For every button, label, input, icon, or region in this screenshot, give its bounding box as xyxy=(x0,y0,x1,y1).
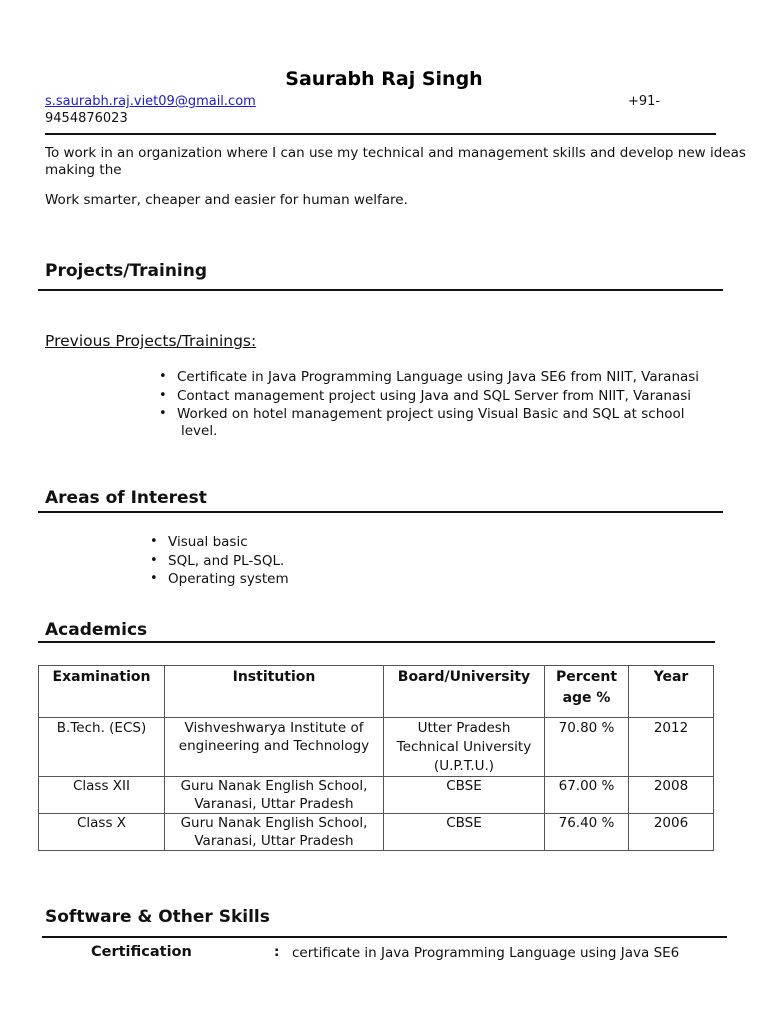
candidate-name: Saurabh Raj Singh xyxy=(285,68,483,90)
academics-heading: Academics xyxy=(45,620,148,640)
institution-line: Varanasi, Uttar Pradesh xyxy=(194,796,354,812)
board-line: Technical University xyxy=(396,739,532,755)
year-cell: 2012 xyxy=(629,718,714,777)
year-cell: 2008 xyxy=(629,777,714,814)
board-line: Utter Pradesh xyxy=(417,720,511,736)
table-row xyxy=(39,814,714,851)
list-item-continuation: level. xyxy=(181,423,218,439)
institution-cell xyxy=(165,814,384,851)
list-item: • Contact management project using Java and SQL Server from NIIT, Varanasi xyxy=(155,387,699,406)
column-header: Institution xyxy=(165,666,384,718)
column-header xyxy=(545,666,629,718)
board-cell: CBSE xyxy=(384,814,545,851)
interests-divider xyxy=(38,511,723,513)
previous-projects-subheading: Previous Projects/Trainings: xyxy=(45,332,257,350)
institution-line: Guru Nanak English School, xyxy=(180,815,368,831)
institution-cell xyxy=(165,718,384,777)
percent-cell: 67.00 % xyxy=(545,777,629,814)
percent-cell: 76.40 % xyxy=(545,814,629,851)
academics-divider xyxy=(38,641,715,643)
objective-line-3: Work smarter, cheaper and easier for human welfare. xyxy=(45,192,408,208)
projects-heading: Projects/Training xyxy=(45,261,208,281)
skills-divider xyxy=(42,936,727,938)
table-header-row xyxy=(39,666,714,718)
board-cell xyxy=(384,718,545,777)
column-header-line: Percent xyxy=(555,669,618,685)
board-cell: CBSE xyxy=(384,777,545,814)
list-item: • Certificate in Java Programming Language using Java SE6 from NIIT, Varanasi xyxy=(155,368,699,387)
institution-line: Guru Nanak English School, xyxy=(180,778,368,794)
interests-heading: Areas of Interest xyxy=(45,488,207,508)
projects-divider xyxy=(38,289,723,291)
column-header-line: age % xyxy=(562,690,611,706)
certification-label: Certification xyxy=(91,944,192,960)
table-row xyxy=(39,777,714,814)
institution-cell xyxy=(165,777,384,814)
board-line: (U.P.T.U.) xyxy=(433,758,495,774)
skills-heading: Software & Other Skills xyxy=(45,907,270,927)
list-item: • Operating system xyxy=(146,570,289,589)
year-cell: 2006 xyxy=(629,814,714,851)
list-item: • SQL, and PL-SQL. xyxy=(146,552,289,571)
certification-value: certificate in Java Programming Language using Java SE6 xyxy=(292,945,680,961)
column-header: Board/University xyxy=(384,666,545,718)
institution-line: Vishveshwarya Institute of xyxy=(184,720,364,736)
exam-cell: Class X xyxy=(39,814,165,851)
percent-cell: 70.80 % xyxy=(545,718,629,777)
exam-cell: B.Tech. (ECS) xyxy=(39,718,165,777)
column-header: Year xyxy=(629,666,714,718)
institution-line: Varanasi, Uttar Pradesh xyxy=(194,833,354,849)
projects-list xyxy=(155,368,699,424)
institution-line: engineering and Technology xyxy=(178,738,370,754)
phone-number-prefix: +91- xyxy=(628,94,661,109)
objective-line-2: making the xyxy=(45,162,122,178)
academics-table xyxy=(38,665,714,851)
exam-cell: Class XII xyxy=(39,777,165,814)
table-row xyxy=(39,718,714,777)
certification-colon: : xyxy=(274,944,280,960)
phone-number: 9454876023 xyxy=(45,111,128,126)
list-item: • Visual basic xyxy=(146,533,289,552)
column-header: Examination xyxy=(39,666,165,718)
header-divider xyxy=(45,133,716,135)
objective-line-1: To work in an organization where I can use my technical and management skills and develop new ideas xyxy=(45,145,746,161)
email-link[interactable]: s.saurabh.raj.viet09@gmail.com xyxy=(45,94,256,109)
list-item: • Worked on hotel management project using Visual Basic and SQL at school xyxy=(155,405,699,424)
interests-list xyxy=(146,533,289,589)
